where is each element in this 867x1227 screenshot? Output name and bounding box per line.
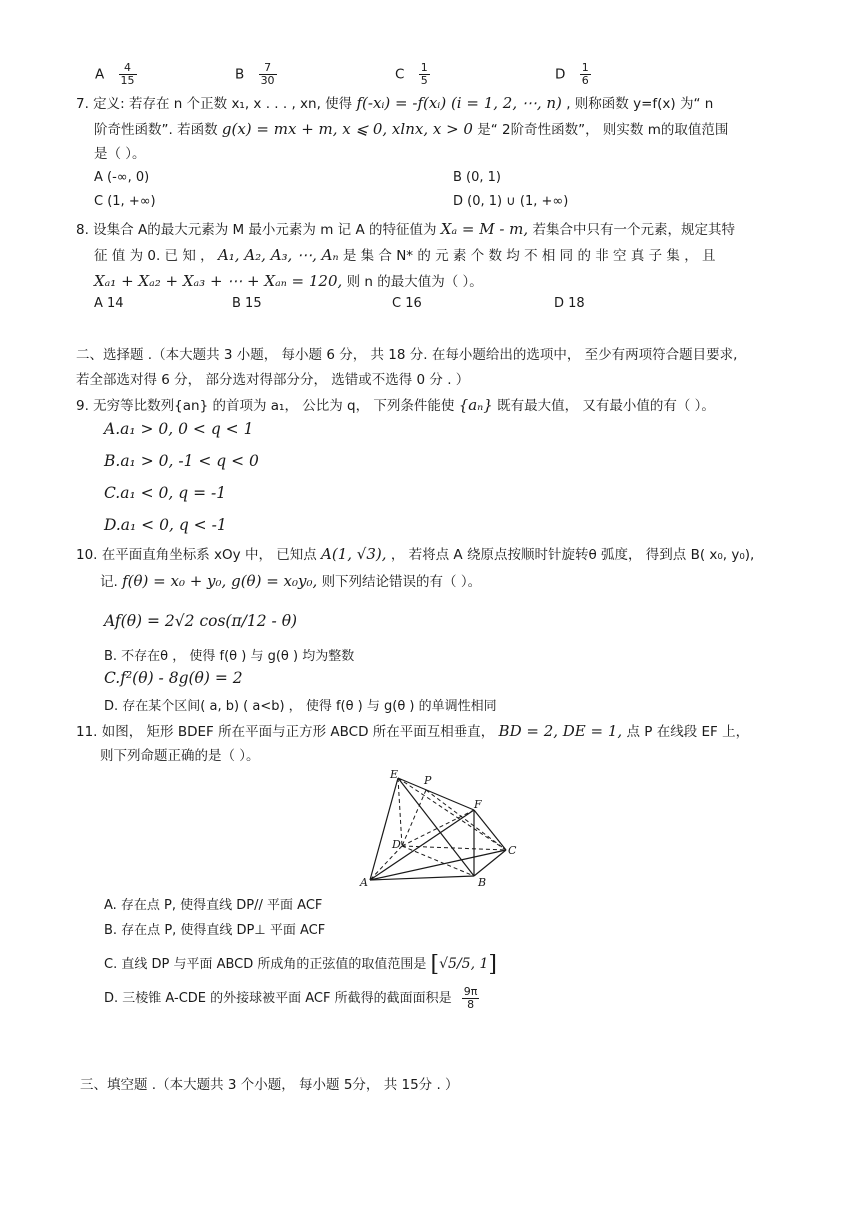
label-d: D <box>392 838 401 851</box>
label-e: E <box>390 768 399 781</box>
q9-option-a: A.a₁ > 0, 0 < q < 1 <box>104 420 254 438</box>
q6-option-d: D $\frac{1}{6}$ <box>555 61 589 87</box>
section3-heading: 三、填空题 .（本大题共 3 个小题， 每小题 5分， 共 15分 . ） <box>80 1077 459 1093</box>
q10-line2: 记. f(θ) = x₀ + y₀, g(θ) = x₀y₀, 则下列结论错误的有（ ）。 <box>100 572 482 590</box>
q9-option-c: C.a₁ < 0, q = -1 <box>104 484 227 502</box>
label-a: A <box>360 876 368 889</box>
q8-line2: 征 值 为 0. 已 知 ， A₁, A₂, A₃, ⋯, Aₙ 是 集 合 N* 的 元 素 个 数 均 不 相 同 的 非 空 真 子 集 ， 且 <box>94 246 716 264</box>
q11-line2: 则下列命题正确的是（ ）。 <box>100 748 260 764</box>
q10-option-a: Af(θ) = 2√2 cos(π/12 - θ) <box>104 612 298 630</box>
q7-option-c: C (1, +∞) <box>94 194 156 209</box>
section2-heading-line2: 若全部选对得 6 分， 部分选对得部分分， 选错或不选得 0 分 . ） <box>76 372 470 388</box>
q6-option-b: B $\frac{7}{30}$ <box>235 61 275 87</box>
q7-line2: 阶奇性函数”. 若函数 g(x) = mx + m, x ⩽ 0, xlnx, x > 0 是“ 2阶奇性函数”， 则实数 m的取值范围 <box>94 120 729 138</box>
edge-ef <box>398 778 474 810</box>
q11-geometry-figure <box>350 768 525 890</box>
q7-option-a: A (-∞, 0) <box>94 170 150 185</box>
q7-option-d: D (0, 1) ∪ (1, +∞) <box>453 194 569 209</box>
q9-option-d: D.a₁ < 0, q < -1 <box>104 516 227 534</box>
edge-eb <box>398 778 474 876</box>
q10-option-d: D. 存在某个区间( a, b) ( a<b) ， 使得 f(θ ) 与 g(θ ) 的单调性相同 <box>104 699 497 714</box>
section2-heading-line1: 二、选择题 .（本大题共 3 小题， 每小题 6 分， 共 18 分. 在每小题给出的选项中， 至少有两项符合题目要求, <box>76 347 738 363</box>
q11-option-b: B. 存在点 P, 使得直线 DP⊥ 平面 ACF <box>104 923 326 938</box>
q11-line1: 11. 如图， 矩形 BDEF 所在平面与正方形 ABCD 所在平面互相垂直， BD = 2, DE = 1, 点 P 在线段 EF 上， <box>76 722 750 740</box>
q9-option-b: B.a₁ > 0, -1 < q < 0 <box>104 452 259 470</box>
q11-option-d: D. 三棱锥 A-CDE 的外接球被平面 ACF 所截得的截面面积是 $\frac{9\pi}{8}$ <box>104 985 478 1011</box>
q11-option-a: A. 存在点 P, 使得直线 DP// 平面 ACF <box>104 898 323 913</box>
edge-pc-hidden <box>426 790 506 850</box>
label-f: F <box>474 798 482 811</box>
q6-option-c: C $\frac{1}{5}$ <box>395 61 428 87</box>
edge-ed-hidden <box>398 778 402 846</box>
label-p: P <box>424 774 432 787</box>
label-b: B <box>478 876 487 889</box>
q10-option-b: B. 不存在θ ， 使得 f(θ ) 与 g(θ ) 均为整数 <box>104 649 355 664</box>
q7-option-b: B (0, 1) <box>453 170 502 185</box>
q7-line3: 是（ ）。 <box>94 146 146 162</box>
label-c: C <box>508 844 517 857</box>
q8-option-a: A 14 <box>94 296 124 311</box>
q10-option-c: C.f²(θ) - 8g(θ) = 2 <box>104 669 243 687</box>
edge-df-hidden <box>402 810 474 846</box>
q8-option-c: C 16 <box>392 296 422 311</box>
edge-af <box>370 810 474 880</box>
q6-option-a: A $\frac{4}{15}$ <box>95 61 135 87</box>
edge-ec-hidden <box>398 778 506 850</box>
q8-line3: Xₐ₁ + Xₐ₂ + Xₐ₃ + ⋯ + Xₐₙ = 120, 则 n 的最大值为（ ）。 <box>94 272 483 290</box>
q7-line1: 7. 定义: 若存在 n 个正数 x₁, x . . . , xn, 使得 f(-xᵢ) = -f(xᵢ) (i = 1, 2, ⋯, n) , 则称函数 y=f(x) 为“ n <box>76 94 714 112</box>
q11-option-c: C. 直线 DP 与平面 ABCD 所成角的正弦值的取值范围是 [√5/5, 1] <box>104 952 497 977</box>
q9-line1: 9. 无穷等比数列{an} 的首项为 a₁， 公比为 q， 下列条件能使 {aₙ} 既有最大值， 又有最小值的有（ ）。 <box>76 396 715 414</box>
q8-option-d: D 18 <box>554 296 585 311</box>
q8-line1: 8. 设集合 A的最大元素为 M 最小元素为 m 记 A 的特征值为 Xₐ = M - m, 若集合中只有一个元素，规定其特 <box>76 220 735 238</box>
q10-line1: 10. 在平面直角坐标系 xOy 中， 已知点 A(1, √3), ， 若将点 A 绕原点按顺时针旋转θ 弧度， 得到点 B( x₀, y₀), <box>76 545 755 563</box>
q8-option-b: B 15 <box>232 296 262 311</box>
